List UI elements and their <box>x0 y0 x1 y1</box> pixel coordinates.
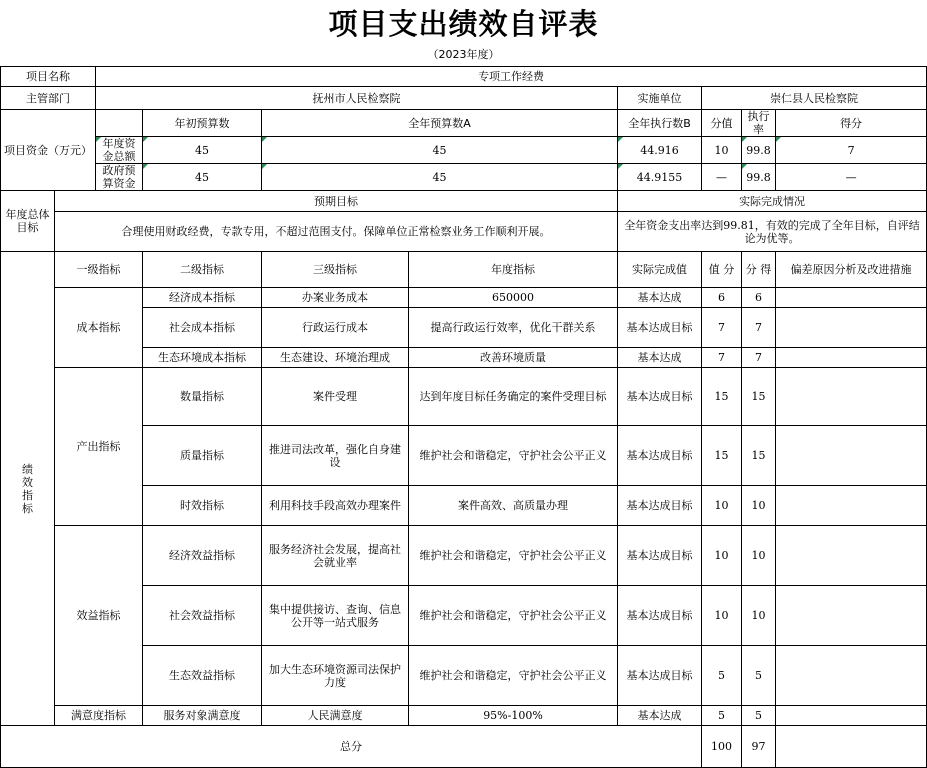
funds-gov-initial[interactable]: 45 <box>143 164 262 191</box>
header-remarks: 偏差原因分析及改进措施 <box>776 252 927 288</box>
indicator-value[interactable]: 15 <box>702 426 742 486</box>
indicator-actual[interactable]: 基本达成目标 <box>618 368 702 426</box>
row-department <box>1 87 927 110</box>
indicator-score[interactable]: 10 <box>742 486 776 526</box>
indicator-level1: 成本指标 <box>55 288 143 368</box>
row-funds-total <box>1 137 927 164</box>
goal-expected-header: 预期目标 <box>55 191 618 212</box>
indicator-level1: 效益指标 <box>55 526 143 706</box>
header-score: 分 得 <box>742 252 776 288</box>
row-total <box>1 726 927 768</box>
indicator-actual[interactable]: 基本达成目标 <box>618 646 702 706</box>
header-value: 值 分 <box>702 252 742 288</box>
indicator-level3: 推进司法改革，强化自身建设 <box>262 426 409 486</box>
indicator-target[interactable]: 维护社会和谐稳定，守护社会公平正义 <box>409 526 618 586</box>
indicator-target[interactable]: 维护社会和谐稳定，守护社会公平正义 <box>409 426 618 486</box>
indicator-level2: 生态环境成本指标 <box>143 348 262 368</box>
indicator-value[interactable]: 6 <box>702 288 742 308</box>
funds-label: 项目资金（万元） <box>1 110 96 191</box>
indicator-score[interactable]: 5 <box>742 706 776 726</box>
funds-gov-exec-rate[interactable]: 99.8 <box>742 164 776 191</box>
total-score[interactable]: 97 <box>742 726 776 768</box>
indicator-row <box>1 288 927 308</box>
indicator-score[interactable]: 7 <box>742 308 776 348</box>
indicator-value[interactable]: 10 <box>702 486 742 526</box>
indicator-remarks[interactable] <box>776 288 927 308</box>
goal-actual-header: 实际完成情况 <box>618 191 927 212</box>
goal-expected-text[interactable]: 合理使用财政经费，专款专用，不超过范围支付。保障单位正常检察业务工作顺利开展。 <box>55 212 618 252</box>
indicator-target[interactable]: 维护社会和谐稳定，守护社会公平正义 <box>409 586 618 646</box>
impl-label: 实施单位 <box>618 87 702 110</box>
funds-gov-label: 政府预算资金 <box>96 164 143 191</box>
header-target: 年度指标 <box>409 252 618 288</box>
indicator-remarks[interactable] <box>776 706 927 726</box>
project-name-label: 项目名称 <box>1 67 96 87</box>
total-remarks[interactable] <box>776 726 927 768</box>
sheet-title: 项目支出绩效自评表 <box>328 7 599 41</box>
indicator-level2: 数量指标 <box>143 368 262 426</box>
row-goal-content <box>1 212 927 252</box>
indicator-level1: 满意度指标 <box>55 706 143 726</box>
indicator-remarks[interactable] <box>776 348 927 368</box>
evaluation-table <box>0 66 927 768</box>
indicator-remarks[interactable] <box>776 308 927 348</box>
funds-gov-full-year[interactable]: 45 <box>262 164 618 191</box>
indicator-remarks[interactable] <box>776 486 927 526</box>
indicator-level2: 经济成本指标 <box>143 288 262 308</box>
row-project-name <box>1 67 927 87</box>
indicator-target[interactable]: 提高行政运行效率，优化干群关系 <box>409 308 618 348</box>
row-indicator-header <box>1 252 927 288</box>
funds-header-exec-rate: 执行率 <box>742 110 776 137</box>
indicator-level2: 服务对象满意度 <box>143 706 262 726</box>
funds-total-initial[interactable]: 45 <box>143 137 262 164</box>
indicator-target[interactable]: 650000 <box>409 288 618 308</box>
indicator-level3: 服务经济社会发展，提高社会就业率 <box>262 526 409 586</box>
indicator-value[interactable]: 10 <box>702 526 742 586</box>
funds-header-score-value: 分值 <box>702 110 742 137</box>
indicator-level2: 社会成本指标 <box>143 308 262 348</box>
indicator-score[interactable]: 6 <box>742 288 776 308</box>
indicator-level3: 办案业务成本 <box>262 288 409 308</box>
dept-label: 主管部门 <box>1 87 96 110</box>
funds-header-initial: 年初预算数 <box>143 110 262 137</box>
indicator-row <box>1 706 927 726</box>
funds-header-full-year: 全年预算数A <box>262 110 618 137</box>
indicator-level3: 生态建设、环境治理成 <box>262 348 409 368</box>
funds-total-executed[interactable]: 44.916 <box>618 137 702 164</box>
indicator-level2: 社会效益指标 <box>143 586 262 646</box>
indicator-actual[interactable]: 基本达成 <box>618 348 702 368</box>
indicator-actual[interactable]: 基本达成 <box>618 706 702 726</box>
total-label: 总分 <box>1 726 702 768</box>
indicator-actual[interactable]: 基本达成目标 <box>618 486 702 526</box>
indicator-value[interactable]: 10 <box>702 586 742 646</box>
indicator-section-label: 绩效指标 <box>1 252 55 726</box>
project-name-value[interactable]: 专项工作经费 <box>96 67 927 87</box>
indicator-actual[interactable]: 基本达成目标 <box>618 426 702 486</box>
indicator-target[interactable]: 案件高效、高质量办理 <box>409 486 618 526</box>
funds-total-score-value[interactable]: 10 <box>702 137 742 164</box>
indicator-score[interactable]: 10 <box>742 526 776 586</box>
funds-gov-score[interactable]: — <box>776 164 927 191</box>
header-actual: 实际完成值 <box>618 252 702 288</box>
indicator-remarks[interactable] <box>776 646 927 706</box>
indicator-score[interactable]: 15 <box>742 426 776 486</box>
indicator-level2: 生态效益指标 <box>143 646 262 706</box>
indicator-score[interactable]: 5 <box>742 646 776 706</box>
indicator-actual[interactable]: 基本达成目标 <box>618 308 702 348</box>
indicator-value[interactable]: 7 <box>702 348 742 368</box>
indicator-level3: 人民满意度 <box>262 706 409 726</box>
funds-total-score[interactable]: 7 <box>776 137 927 164</box>
funds-header-score: 得分 <box>776 110 927 137</box>
indicator-target[interactable]: 95%-100% <box>409 706 618 726</box>
indicator-level3: 加大生态环境资源司法保护力度 <box>262 646 409 706</box>
funds-total-exec-rate[interactable]: 99.8 <box>742 137 776 164</box>
indicator-score[interactable]: 7 <box>742 348 776 368</box>
indicator-level2: 质量指标 <box>143 426 262 486</box>
dept-value[interactable]: 抚州市人民检察院 <box>96 87 618 110</box>
indicator-level3: 行政运行成本 <box>262 308 409 348</box>
impl-value[interactable]: 崇仁县人民检察院 <box>702 87 927 110</box>
sheet-year: （2023年度） <box>427 48 500 61</box>
indicator-level3: 集中提供接访、查询、信息公开等一站式服务 <box>262 586 409 646</box>
indicator-remarks[interactable] <box>776 368 927 426</box>
indicator-level2: 经济效益指标 <box>143 526 262 586</box>
row-goal-header <box>1 191 927 212</box>
funds-gov-executed[interactable]: 44.9155 <box>618 164 702 191</box>
indicator-target[interactable]: 维护社会和谐稳定，守护社会公平正义 <box>409 646 618 706</box>
indicator-remarks[interactable] <box>776 586 927 646</box>
header-level2: 二级指标 <box>143 252 262 288</box>
indicator-level2: 时效指标 <box>143 486 262 526</box>
funds-gov-score-value[interactable]: — <box>702 164 742 191</box>
indicator-target[interactable]: 达到年度目标任务确定的案件受理目标 <box>409 368 618 426</box>
goal-actual-text[interactable]: 全年资金支出率达到99.81，有效的完成了全年目标，自评结论为优等。 <box>618 212 927 252</box>
header-level3: 三级指标 <box>262 252 409 288</box>
indicator-score[interactable]: 15 <box>742 368 776 426</box>
indicator-target[interactable]: 改善环境质量 <box>409 348 618 368</box>
indicator-value[interactable]: 5 <box>702 646 742 706</box>
indicator-value[interactable]: 5 <box>702 706 742 726</box>
indicator-level1: 产出指标 <box>55 368 143 526</box>
funds-blank-cell <box>96 110 143 137</box>
funds-header-executed: 全年执行数B <box>618 110 702 137</box>
indicator-row <box>1 368 927 426</box>
indicator-value[interactable]: 7 <box>702 308 742 348</box>
funds-total-full-year[interactable]: 45 <box>262 137 618 164</box>
indicator-level3: 利用科技手段高效办理案件 <box>262 486 409 526</box>
indicator-actual[interactable]: 基本达成 <box>618 288 702 308</box>
goal-label: 年度总体目标 <box>1 191 55 252</box>
row-funds-header <box>1 110 927 137</box>
indicator-actual[interactable]: 基本达成目标 <box>618 526 702 586</box>
indicator-row <box>1 526 927 586</box>
indicator-remarks[interactable] <box>776 426 927 486</box>
indicator-actual[interactable]: 基本达成目标 <box>618 586 702 646</box>
header-level1: 一级指标 <box>55 252 143 288</box>
row-funds-gov <box>1 164 927 191</box>
total-value[interactable]: 100 <box>702 726 742 768</box>
indicator-score[interactable]: 10 <box>742 586 776 646</box>
funds-total-label: 年度资金总额 <box>96 137 143 164</box>
indicator-value[interactable]: 15 <box>702 368 742 426</box>
indicator-remarks[interactable] <box>776 526 927 586</box>
indicator-level3: 案件受理 <box>262 368 409 426</box>
